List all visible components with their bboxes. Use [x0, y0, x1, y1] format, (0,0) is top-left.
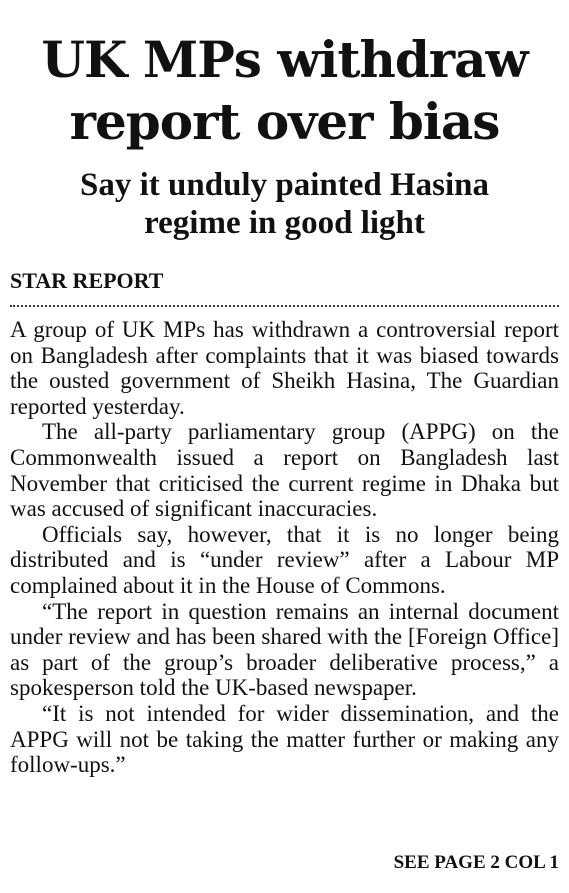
paragraph-1: A group of UK MPs has withdrawn a controversial report on Bangladesh after complaints that it was biased towards the ousted government of Sheikh Hasina, The Guardian reported yesterday.: [10, 317, 559, 419]
headline-line-2: report over bias: [69, 92, 500, 151]
subheadline-line-2: regime in good light: [144, 205, 425, 241]
subheadline: [0, 166, 569, 242]
paragraph-5: “It is not intended for wider dissemination, and the APPG will not be taking the matter further or making any follow-ups.”: [10, 700, 559, 778]
paragraph-2: The all-party parliamentary group (APPG) on the Commonwealth issued a report on Bangladesh last November that criticised the current regime in Dhaka but was accused of significant inaccuracies.: [10, 419, 559, 522]
byline: STAR REPORT: [10, 268, 164, 293]
article-body: [10, 317, 559, 778]
subheadline-line-1: Say it unduly painted Hasina: [80, 167, 489, 203]
dotted-divider: [10, 305, 559, 307]
headline: [0, 29, 569, 153]
paragraph-4: “The report in question remains an internal document under review and has been shared with the [Foreign Office] as part of the group’s broader deliberative process,” a spokesperson told the UK-based newspaper.: [10, 598, 559, 701]
headline-line-1: UK MPs withdraw: [41, 30, 528, 89]
continuation-note[interactable]: SEE PAGE 2 COL 1: [393, 852, 559, 873]
paragraph-3: Officials say, however, that it is no longer being distributed and is “under review” after a Labour MP complained about it in the House of Commons.: [10, 521, 559, 598]
